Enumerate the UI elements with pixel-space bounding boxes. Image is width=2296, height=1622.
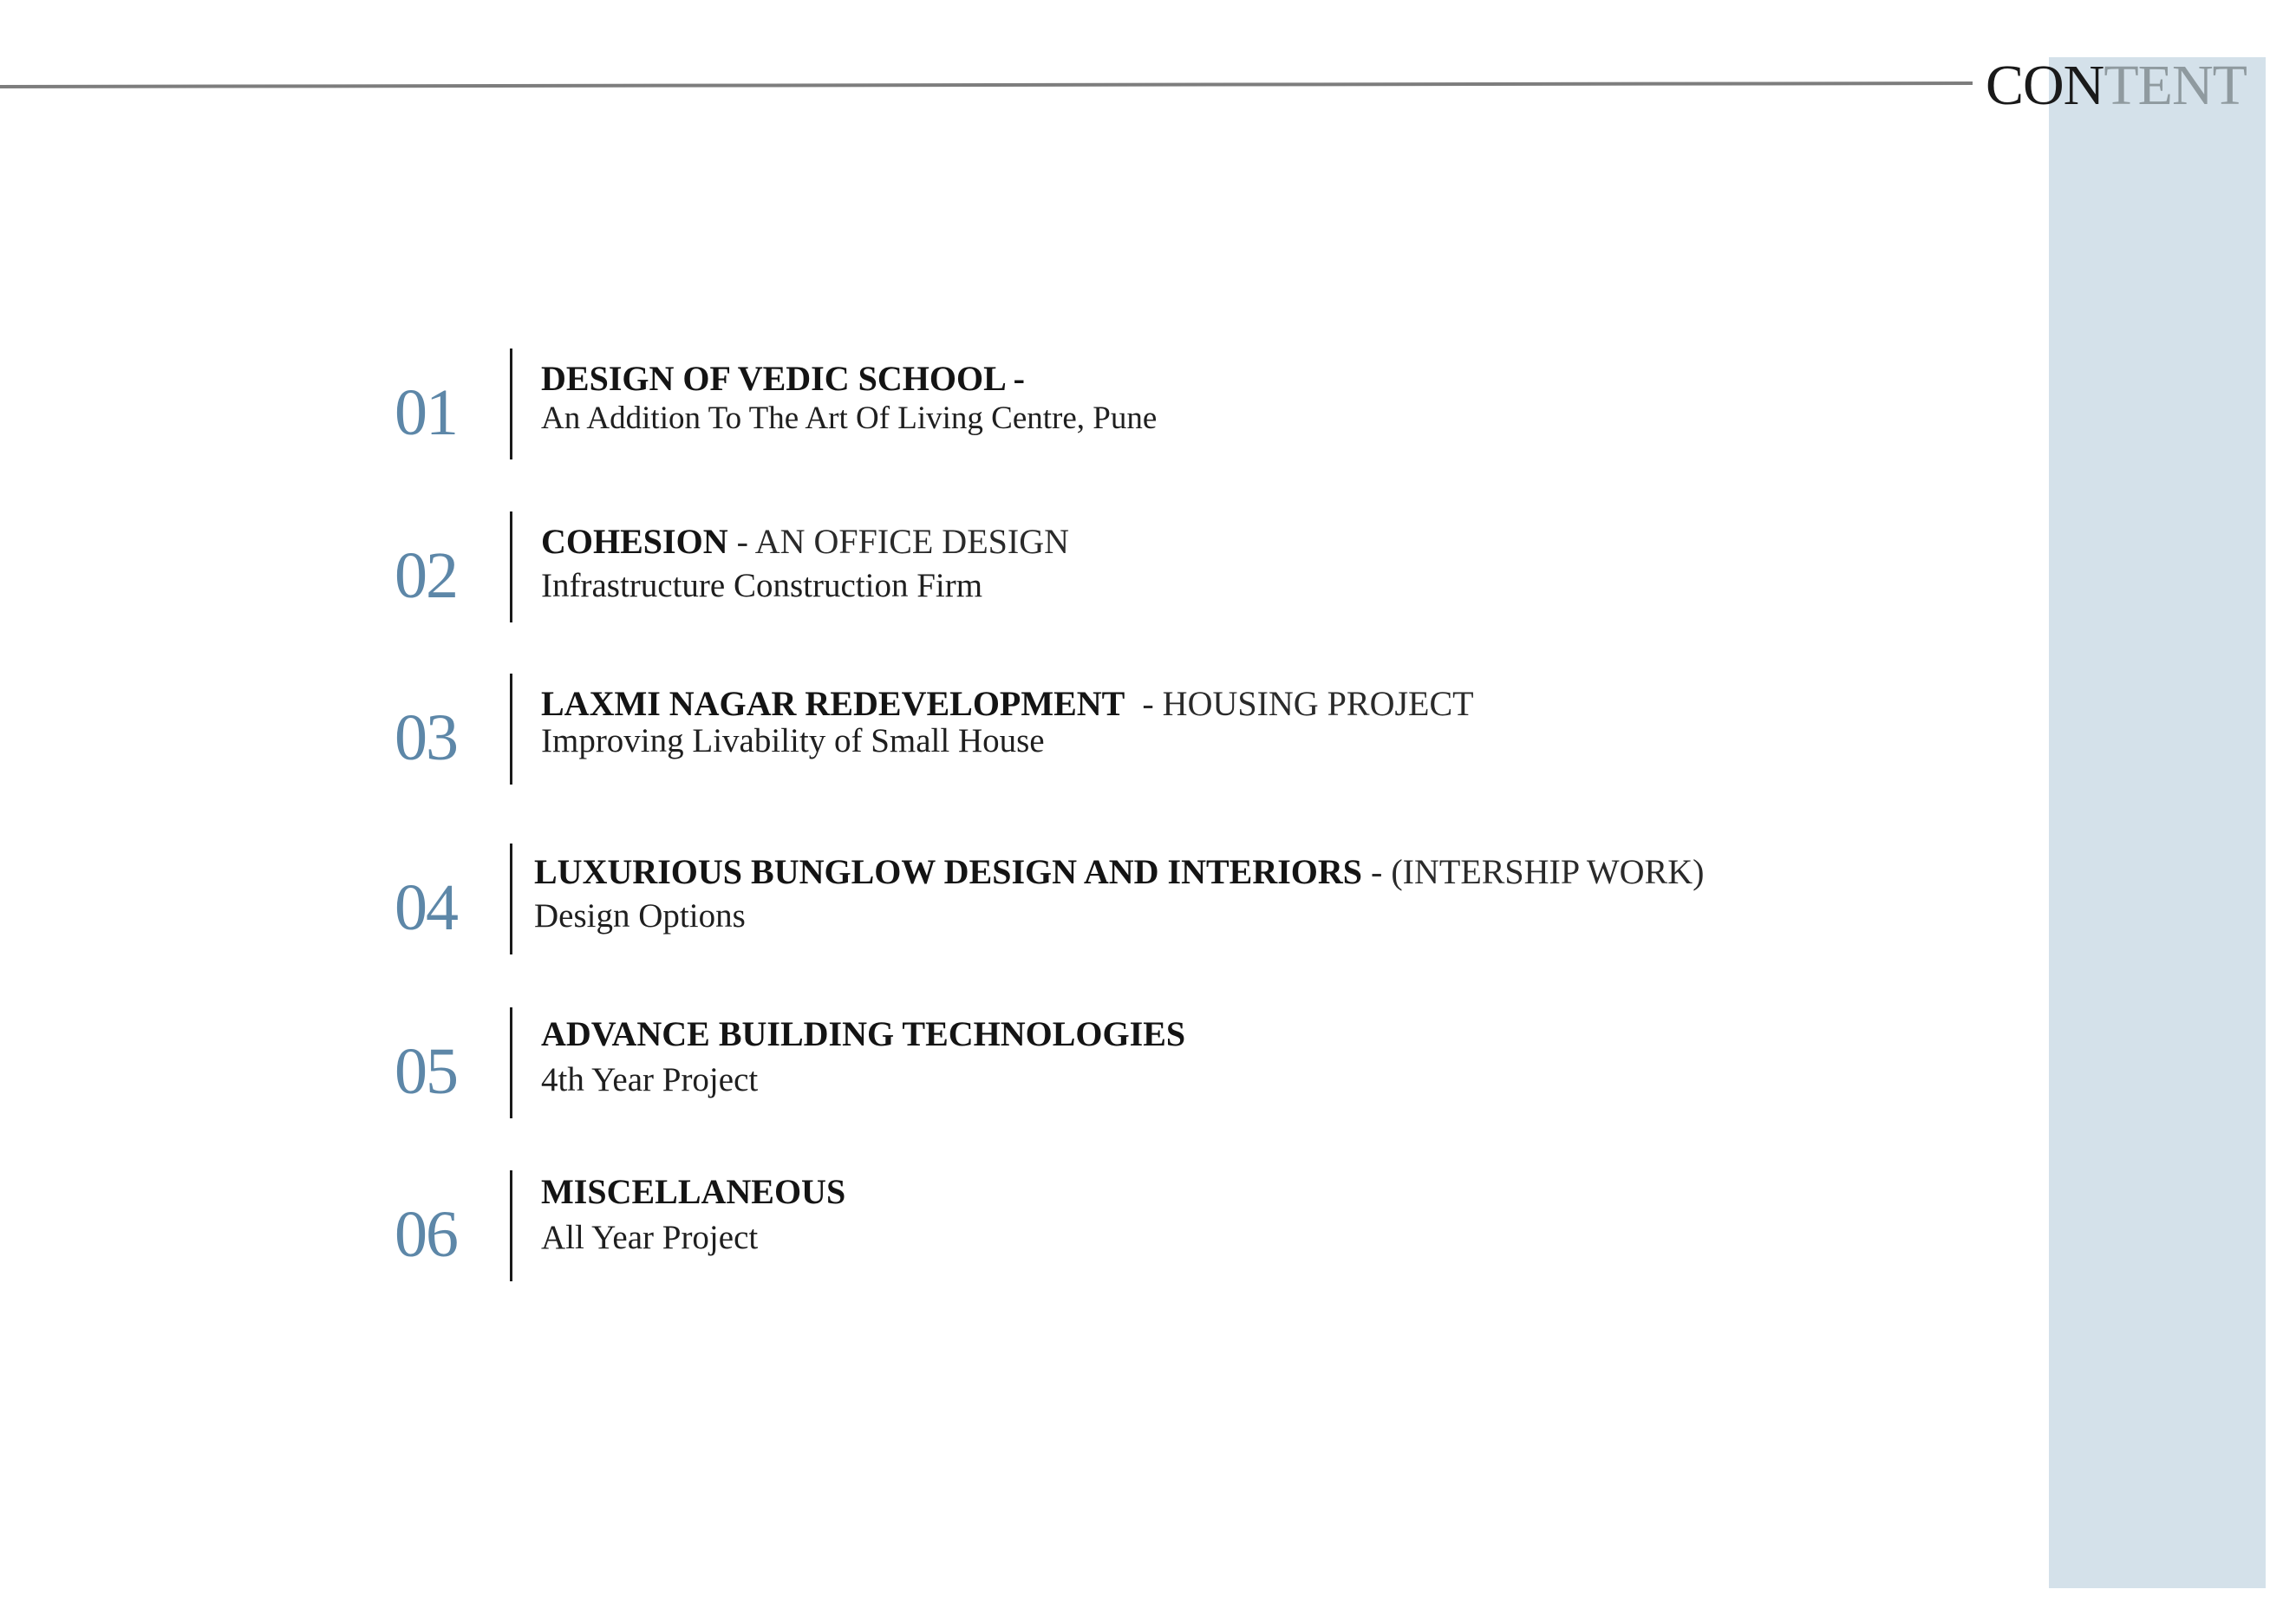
toc-number: 03 bbox=[395, 701, 457, 774]
toc-divider bbox=[510, 1007, 512, 1118]
toc-number: 06 bbox=[395, 1198, 457, 1271]
toc-subtitle: An Addition To The Art Of Living Centre, Pune bbox=[541, 401, 1158, 436]
toc-heading-main: DESIGN OF VEDIC SCHOOL - bbox=[541, 359, 1025, 398]
toc-heading-detail: - AN OFFICE DESIGN bbox=[727, 522, 1069, 561]
toc-number: 02 bbox=[395, 539, 457, 612]
toc-heading-detail: - HOUSING PROJECT bbox=[1125, 684, 1474, 723]
toc-heading-main: LAXMI NAGAR REDEVELOPMENT bbox=[541, 684, 1125, 723]
toc-heading bbox=[541, 359, 1025, 399]
toc-subtitle: All Year Project bbox=[541, 1219, 759, 1256]
toc-subtitle: Improving Livability of Small House bbox=[541, 722, 1045, 759]
toc-heading bbox=[541, 1172, 845, 1212]
toc-entry-04[interactable] bbox=[395, 844, 1960, 956]
toc-heading-main: ADVANCE BUILDING TECHNOLOGIES bbox=[541, 1014, 1186, 1053]
toc-entry-01[interactable] bbox=[395, 349, 1960, 461]
side-color-band bbox=[2049, 57, 2266, 1588]
toc-entry-06[interactable] bbox=[395, 1170, 1960, 1283]
toc-divider bbox=[510, 674, 512, 785]
toc-subtitle: Design Options bbox=[534, 897, 746, 935]
page-title bbox=[1986, 54, 2247, 117]
toc-number: 01 bbox=[395, 376, 457, 449]
toc-entry-05[interactable] bbox=[395, 1007, 1960, 1120]
toc-heading-main: COHESION bbox=[541, 522, 728, 561]
toc-divider bbox=[510, 844, 512, 954]
toc-heading bbox=[541, 522, 1069, 562]
toc-subtitle: Infrastructure Construction Firm bbox=[541, 567, 983, 604]
toc-entry-03[interactable] bbox=[395, 674, 1960, 786]
toc-heading bbox=[534, 852, 1704, 892]
toc-subtitle: 4th Year Project bbox=[541, 1061, 759, 1098]
toc-number: 04 bbox=[395, 871, 457, 944]
page-title-part-2: TENT bbox=[2104, 54, 2247, 117]
toc-entry-02[interactable] bbox=[395, 511, 1960, 624]
toc-heading-main: MISCELLANEOUS bbox=[541, 1172, 846, 1211]
toc-number: 05 bbox=[395, 1035, 457, 1108]
toc-heading bbox=[541, 1014, 1185, 1054]
toc-divider bbox=[510, 1170, 512, 1281]
toc-divider bbox=[510, 349, 512, 459]
header-rule bbox=[0, 81, 1973, 88]
toc-heading bbox=[541, 684, 1474, 724]
toc-heading-main: LUXURIOUS BUNGLOW DESIGN AND INTERIORS bbox=[534, 852, 1363, 891]
toc-divider bbox=[510, 511, 512, 622]
page-title-part-1: CON bbox=[1986, 54, 2104, 117]
toc-heading-detail: - (INTERSHIP WORK) bbox=[1362, 852, 1705, 891]
